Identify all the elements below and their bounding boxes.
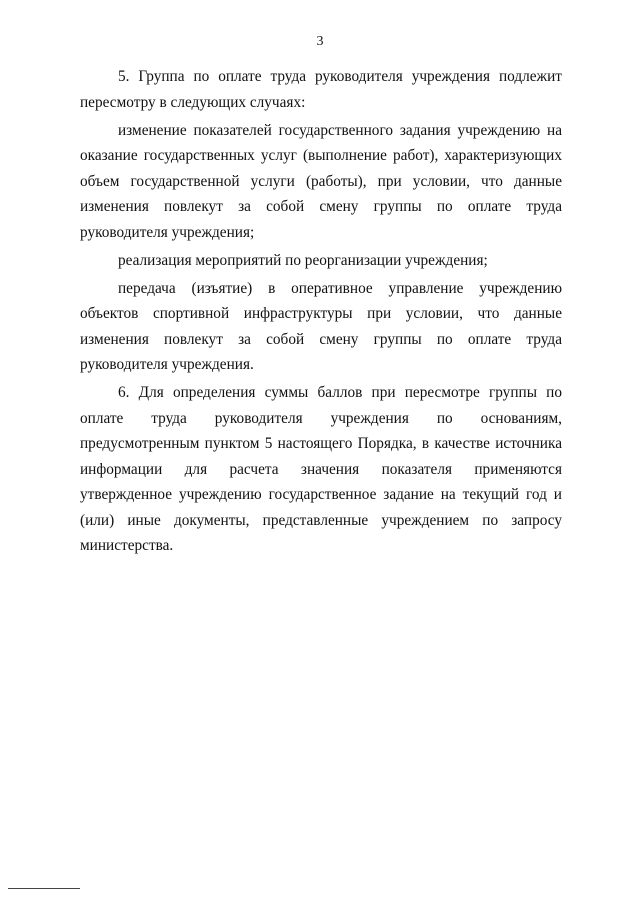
paragraph-item-6: 6. Для определения суммы баллов при пересмотре группы по оплате труда руководителя учреждения по основаниям, предусмотренным пунктом 5 настоящего Порядка, в качестве источника информации для расчета значения показателя применяются утвержденное учреждению государственное задание на текущий год и (или) иные документы, представленные учреждением по запросу министерства. [80,384,562,554]
paragraph-item-5: 5. Группа по оплате труда руководителя учреждения подлежит пересмотру в следующих случаях: [80,68,562,111]
document-body [80,64,562,561]
page-number: 3 [316,34,324,49]
paragraph-subitem-reorganization: реализация мероприятий по реорганизации учреждения; [118,251,488,269]
paragraph-subitem-task-change: изменение показателей государственного задания учреждению на оказание государственных услуг (выполнение работ), характеризующих объем государственной услуги (работы), при условии, что данные изменения повлекут за собой смену группы по оплате труда руководителя учреждения; [80,121,562,241]
footer-divider [8,888,80,889]
paragraph-subitem-transfer: передача (изъятие) в оперативное управление учреждению объектов спортивной инфраструктуры при условии, что данные изменения повлекут за собой смену группы по оплате труда руководителя учреждения. [80,279,562,373]
